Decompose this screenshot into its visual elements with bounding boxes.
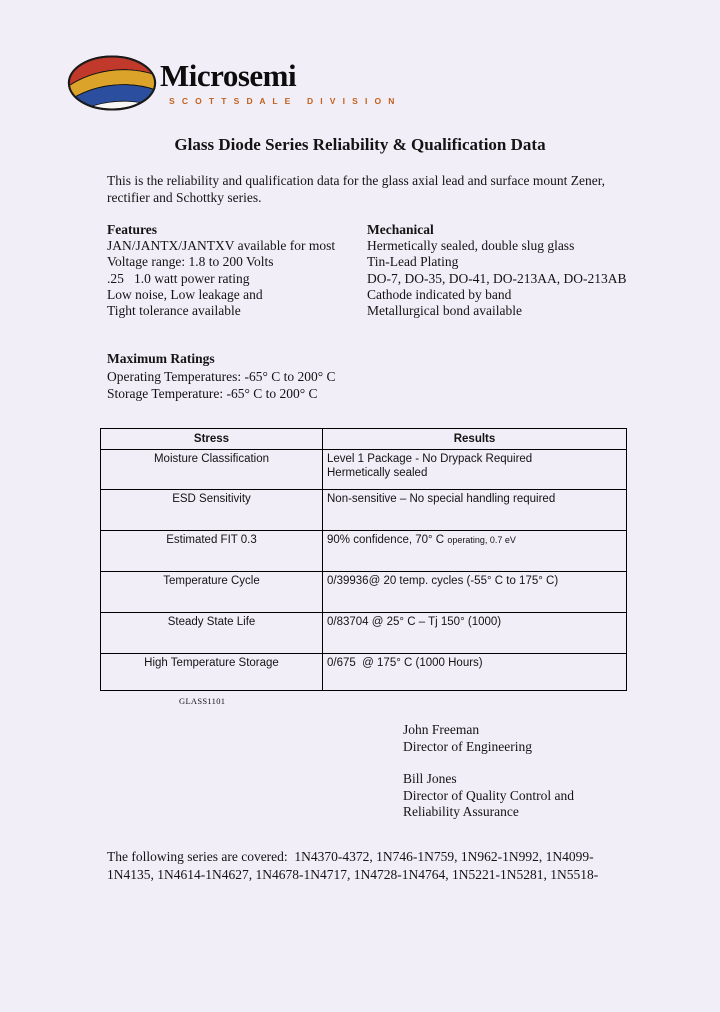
results-line: 0/83704 @ 25° C – Tj 150° (1000)	[327, 616, 502, 628]
mechanical-item: Hermetically sealed, double slug glass	[367, 238, 575, 253]
series-covered-line: 1N4135, 1N4614-1N4627, 1N4678-1N4717, 1N4728-1N4764, 1N5221-1N5281, 1N5518-	[107, 866, 599, 882]
doc-code: GLASS1101	[179, 696, 226, 706]
intro-line-1: This is the reliability and qualification data for the glass axial lead and surface mount Zener,	[107, 173, 606, 188]
stress-cell: Steady State Life	[101, 613, 323, 654]
results-main-text: 90% confidence, 70° C	[327, 534, 448, 546]
table-header-row	[101, 429, 627, 450]
mechanical-item: Cathode indicated by band	[367, 286, 512, 302]
results-cell	[323, 450, 627, 490]
table-row	[101, 572, 627, 613]
table-row	[101, 613, 627, 654]
stress-cell: Temperature Cycle	[101, 572, 323, 613]
mechanical-item: DO-7, DO-35, DO-41, DO-213AA, DO-213AB	[367, 270, 627, 286]
results-line: 0/675 @ 175° C (1000 Hours)	[327, 657, 483, 669]
mechanical-item: Tin-Lead Plating	[367, 254, 459, 270]
results-line: Hermetically sealed	[327, 467, 428, 479]
signature-gap	[403, 755, 574, 771]
stress-cell: High Temperature Storage	[101, 654, 323, 691]
table-row	[101, 490, 627, 531]
features-heading: Features	[107, 222, 157, 237]
table-row	[101, 450, 627, 490]
results-cell	[323, 572, 627, 613]
page-title: Glass Diode Series Reliability & Qualification Data	[174, 135, 546, 154]
mechanical-item: Metallurgical bond available	[367, 303, 522, 319]
feature-item: Low noise, Low leakage and	[107, 286, 263, 302]
signature-name: Bill Jones	[403, 771, 457, 786]
results-cell	[323, 490, 627, 531]
intro-paragraph	[107, 172, 627, 206]
ratings-line: Storage Temperature: -65° C to 200° C	[107, 386, 318, 401]
stress-cell: Moisture Classification	[101, 450, 323, 490]
stress-results-table	[100, 428, 627, 691]
table-row	[101, 531, 627, 572]
table-header-stress: Stress	[101, 429, 323, 450]
results-cell	[323, 654, 627, 691]
results-cell	[323, 613, 627, 654]
ratings-line: Operating Temperatures: -65° C to 200° C	[107, 369, 336, 384]
signature-name: John Freeman	[403, 722, 480, 737]
feature-item: JAN/JANTX/JANTXV available for most	[107, 238, 336, 253]
feature-item: Voltage range: 1.8 to 200 Volts	[107, 254, 274, 270]
intro-line-2: rectifier and Schottky series.	[107, 190, 262, 205]
feature-item: Tight tolerance available	[107, 303, 241, 319]
maximum-ratings-section	[107, 350, 437, 402]
series-covered-paragraph	[107, 848, 647, 883]
features-section	[107, 221, 362, 319]
feature-item: .25 1.0 watt power rating	[107, 270, 250, 286]
microsemi-logo-icon	[66, 54, 158, 112]
mechanical-section	[367, 221, 667, 319]
signature-title: Director of Engineering	[403, 738, 532, 754]
division-name: S C O T T S D A L E D I V I S I O N	[169, 96, 397, 106]
results-cell	[323, 531, 627, 572]
results-line	[327, 533, 622, 547]
series-covered-line: The following series are covered: 1N4370-4372, 1N746-1N759, 1N962-1N992, 1N4099-	[107, 849, 594, 864]
maximum-ratings-heading: Maximum Ratings	[107, 351, 215, 366]
signature-title: Director of Quality Control and	[403, 787, 574, 803]
stress-cell: ESD Sensitivity	[101, 490, 323, 531]
signature-title: Reliability Assurance	[403, 804, 519, 819]
results-line: Level 1 Package - No Drypack Required	[327, 453, 533, 465]
results-line: Non-sensitive – No special handling required	[327, 493, 556, 505]
table-header-results: Results	[323, 429, 627, 450]
results-line: 0/39936@ 20 temp. cycles (-55° C to 175° C)	[327, 575, 559, 587]
mechanical-heading: Mechanical	[367, 222, 434, 237]
signature-block	[403, 722, 574, 821]
results-small-text: operating, 0.7 eV	[447, 535, 516, 545]
stress-cell: Estimated FIT 0.3	[101, 531, 323, 572]
brand-name: Microsemi	[160, 58, 297, 93]
table-row	[101, 654, 627, 691]
